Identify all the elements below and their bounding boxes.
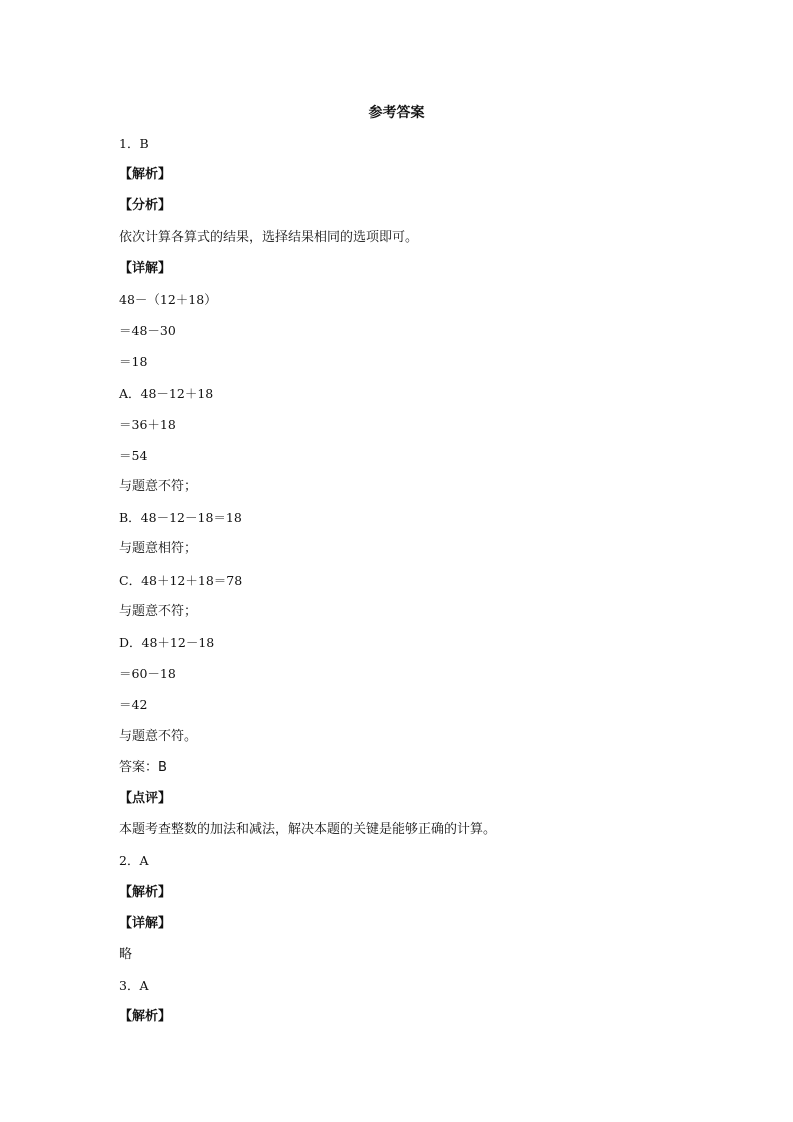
section-heading-analysis: 【解析】	[119, 167, 172, 183]
omitted-text: 略	[119, 946, 133, 962]
section-heading-breakdown: 【分析】	[119, 198, 172, 214]
equation-line: ＝18	[119, 354, 148, 370]
option-b-equation: B．48－12－18＝18	[119, 510, 242, 526]
equation-line: ＝42	[119, 697, 148, 713]
explanation-text: 依次计算各算式的结果，选择结果相同的选项即可。	[119, 229, 419, 245]
section-heading-analysis: 【解析】	[119, 1009, 172, 1025]
final-answer: 答案：B	[119, 759, 167, 775]
section-heading-analysis: 【解析】	[119, 884, 172, 900]
option-d-equation: D．48＋12－18	[119, 635, 215, 650]
equation-line: ＝54	[119, 447, 148, 463]
section-heading-details: 【详解】	[119, 915, 172, 931]
option-a-verdict: 与题意不符；	[119, 479, 198, 495]
option-a-equation: A．48－12＋18	[119, 385, 214, 401]
equation-line: ＝48－30	[119, 323, 176, 339]
question-3-answer: 3．A	[119, 978, 149, 994]
option-c-equation: C．48＋12＋18＝78	[119, 572, 243, 588]
option-b-verdict: 与题意相符；	[119, 541, 198, 557]
equation-line: 48－（12＋18）	[119, 291, 217, 307]
question-1-answer: 1．B	[119, 136, 149, 151]
answer-content	[119, 134, 719, 1038]
comment-text: 本题考查整数的加法和减法，解决本题的关键是能够正确的计算。	[119, 822, 497, 838]
section-heading-details: 【详解】	[119, 260, 172, 276]
section-heading-comment: 【点评】	[119, 790, 172, 806]
option-d-verdict: 与题意不符。	[119, 728, 198, 744]
equation-line: ＝36＋18	[119, 416, 176, 432]
option-c-verdict: 与题意不符；	[119, 603, 198, 619]
equation-line: ＝60－18	[119, 666, 176, 682]
page-title: 参考答案	[368, 105, 425, 121]
question-2-answer: 2．A	[119, 853, 149, 869]
